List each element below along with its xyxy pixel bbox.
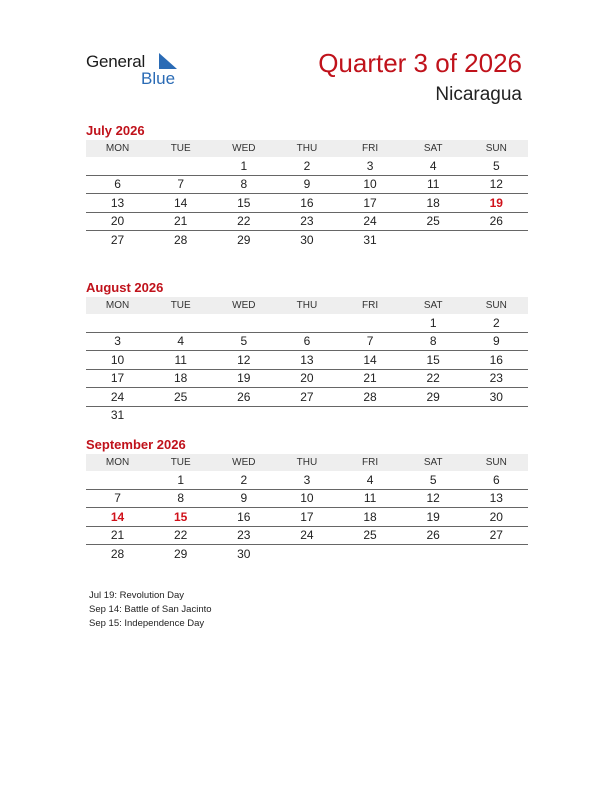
day-cell: 5 [429,472,437,487]
holiday-note: Jul 19: Revolution Day [89,590,185,601]
day-cell: 30 [300,232,314,247]
day-cell: 24 [110,389,125,404]
weekday-header [86,140,528,157]
day-cell: 15 [237,195,251,210]
week-row [86,157,528,176]
weekday-label: THU [296,300,318,311]
day-cell: 11 [426,177,440,192]
week-row [86,471,528,490]
weekday-label: SUN [485,457,507,468]
day-cell: 9 [492,334,500,349]
day-cell: 9 [240,491,248,506]
day-cell: 22 [174,528,188,543]
day-cell: 14 [174,195,188,210]
day-cell: 21 [110,528,125,543]
day-cell: 10 [363,177,377,192]
day-cell: 23 [300,214,314,229]
day-cell: 1 [240,158,248,173]
week-row [86,176,528,195]
day-cell: 8 [429,334,437,349]
month-title: July 2026 [86,123,145,138]
weekday-label: FRI [362,300,379,311]
day-cell: 19 [237,371,251,386]
day-cell: 7 [177,177,185,192]
day-cell: 13 [489,491,503,506]
week-row [86,508,528,527]
day-cell: 16 [237,509,251,524]
day-cell: 23 [237,528,251,543]
month-grid [86,471,528,563]
logo-word-blue: Blue [141,69,176,88]
day-cell: 5 [492,158,500,173]
day-cell: 22 [237,214,251,229]
weekday-label: SAT [423,300,443,311]
holiday-day-cell: 19 [489,195,503,210]
day-cell: 9 [303,177,311,192]
day-cell: 4 [366,472,374,487]
day-cell: 29 [174,546,188,561]
week-row [86,194,528,213]
weekday-label: TUE [170,457,191,468]
month-september [86,436,528,563]
week-row [86,545,528,563]
week-row [86,370,528,389]
weekday-label: SAT [423,457,443,468]
day-cell: 27 [110,232,125,247]
country-name: Nicaragua [435,84,522,105]
day-cell: 3 [366,158,374,173]
weekday-header [86,454,528,471]
day-cell: 25 [174,389,188,404]
weekday-label: MON [105,457,130,468]
logo-triangle-icon [157,53,177,69]
weekday-label: THU [296,143,318,154]
day-cell: 4 [177,334,185,349]
day-cell: 26 [489,214,503,229]
week-row [86,333,528,352]
day-cell: 8 [177,491,185,506]
day-cell: 24 [363,214,377,229]
day-cell: 6 [303,334,311,349]
weekday-label: SUN [485,143,507,154]
weekday-label: WED [232,143,256,154]
day-cell: 18 [426,195,440,210]
weekday-label: WED [232,457,256,468]
day-cell: 13 [110,195,125,210]
day-cell: 6 [114,177,121,192]
day-cell: 12 [426,491,440,506]
day-cell: 29 [426,389,440,404]
day-cell: 2 [492,315,500,330]
day-cell: 22 [426,371,440,386]
holiday-note: Sep 15: Independence Day [89,618,205,629]
weekday-header [86,297,528,314]
day-cell: 20 [110,214,125,229]
day-cell: 21 [363,371,377,386]
day-cell: 4 [429,158,437,173]
logo-word-general: General [86,52,146,71]
day-cell: 31 [363,232,377,247]
holiday-day-cell: 15 [174,509,188,524]
day-cell: 3 [114,334,121,349]
day-cell: 8 [240,177,248,192]
day-cell: 16 [489,352,503,367]
day-cell: 17 [110,371,125,386]
generalblue-logo [86,52,186,92]
week-row [86,213,528,232]
day-cell: 30 [237,546,251,561]
week-row [86,407,528,425]
day-cell: 10 [300,491,314,506]
day-cell: 20 [489,509,503,524]
day-cell: 16 [300,195,314,210]
weekday-label: FRI [362,457,379,468]
day-cell: 11 [363,491,377,506]
weekday-label: TUE [170,143,191,154]
weekday-label: WED [232,300,256,311]
weekday-label: THU [296,457,318,468]
day-cell: 2 [240,472,248,487]
week-row [86,388,528,407]
day-cell: 1 [177,472,185,487]
week-row [86,231,528,249]
day-cell: 13 [300,352,314,367]
month-title: September 2026 [86,437,186,452]
day-cell: 26 [426,528,440,543]
month-july [86,122,528,249]
day-cell: 27 [300,389,314,404]
weekday-label: SAT [423,143,443,154]
weekday-label: TUE [170,300,191,311]
month-august [86,279,528,424]
day-cell: 14 [363,352,377,367]
week-row [86,351,528,370]
day-cell: 25 [363,528,377,543]
month-grid [86,314,528,424]
day-cell: 24 [300,528,314,543]
day-cell: 7 [366,334,374,349]
day-cell: 12 [237,352,251,367]
day-cell: 5 [240,334,248,349]
day-cell: 27 [489,528,503,543]
day-cell: 18 [174,371,188,386]
day-cell: 19 [426,509,440,524]
month-grid [86,157,528,249]
day-cell: 18 [363,509,377,524]
day-cell: 15 [426,352,440,367]
holiday-day-cell: 14 [110,509,125,524]
weekday-label: FRI [362,143,379,154]
day-cell: 6 [492,472,500,487]
day-cell: 25 [426,214,440,229]
day-cell: 2 [303,158,311,173]
day-cell: 3 [303,472,311,487]
day-cell: 30 [489,389,503,404]
day-cell: 17 [363,195,377,210]
week-row [86,314,528,333]
day-cell: 28 [110,546,125,561]
weekday-label: MON [105,143,130,154]
weekday-label: MON [105,300,130,311]
day-cell: 21 [174,214,188,229]
weekday-label: SUN [485,300,507,311]
day-cell: 26 [237,389,251,404]
holiday-note: Sep 14: Battle of San Jacinto [89,604,212,615]
holiday-notes [89,589,212,631]
day-cell: 12 [489,177,503,192]
month-title: August 2026 [86,280,164,295]
day-cell: 28 [363,389,377,404]
day-cell: 10 [110,352,125,367]
day-cell: 23 [489,371,503,386]
day-cell: 31 [110,408,125,423]
day-cell: 20 [300,371,314,386]
week-row [86,490,528,509]
day-cell: 28 [174,232,188,247]
day-cell: 17 [300,509,314,524]
day-cell: 11 [174,352,187,367]
day-cell: 7 [114,491,121,506]
day-cell: 29 [237,232,251,247]
week-row [86,527,528,546]
page-title: Quarter 3 of 2026 [318,48,522,78]
day-cell: 1 [429,315,437,330]
